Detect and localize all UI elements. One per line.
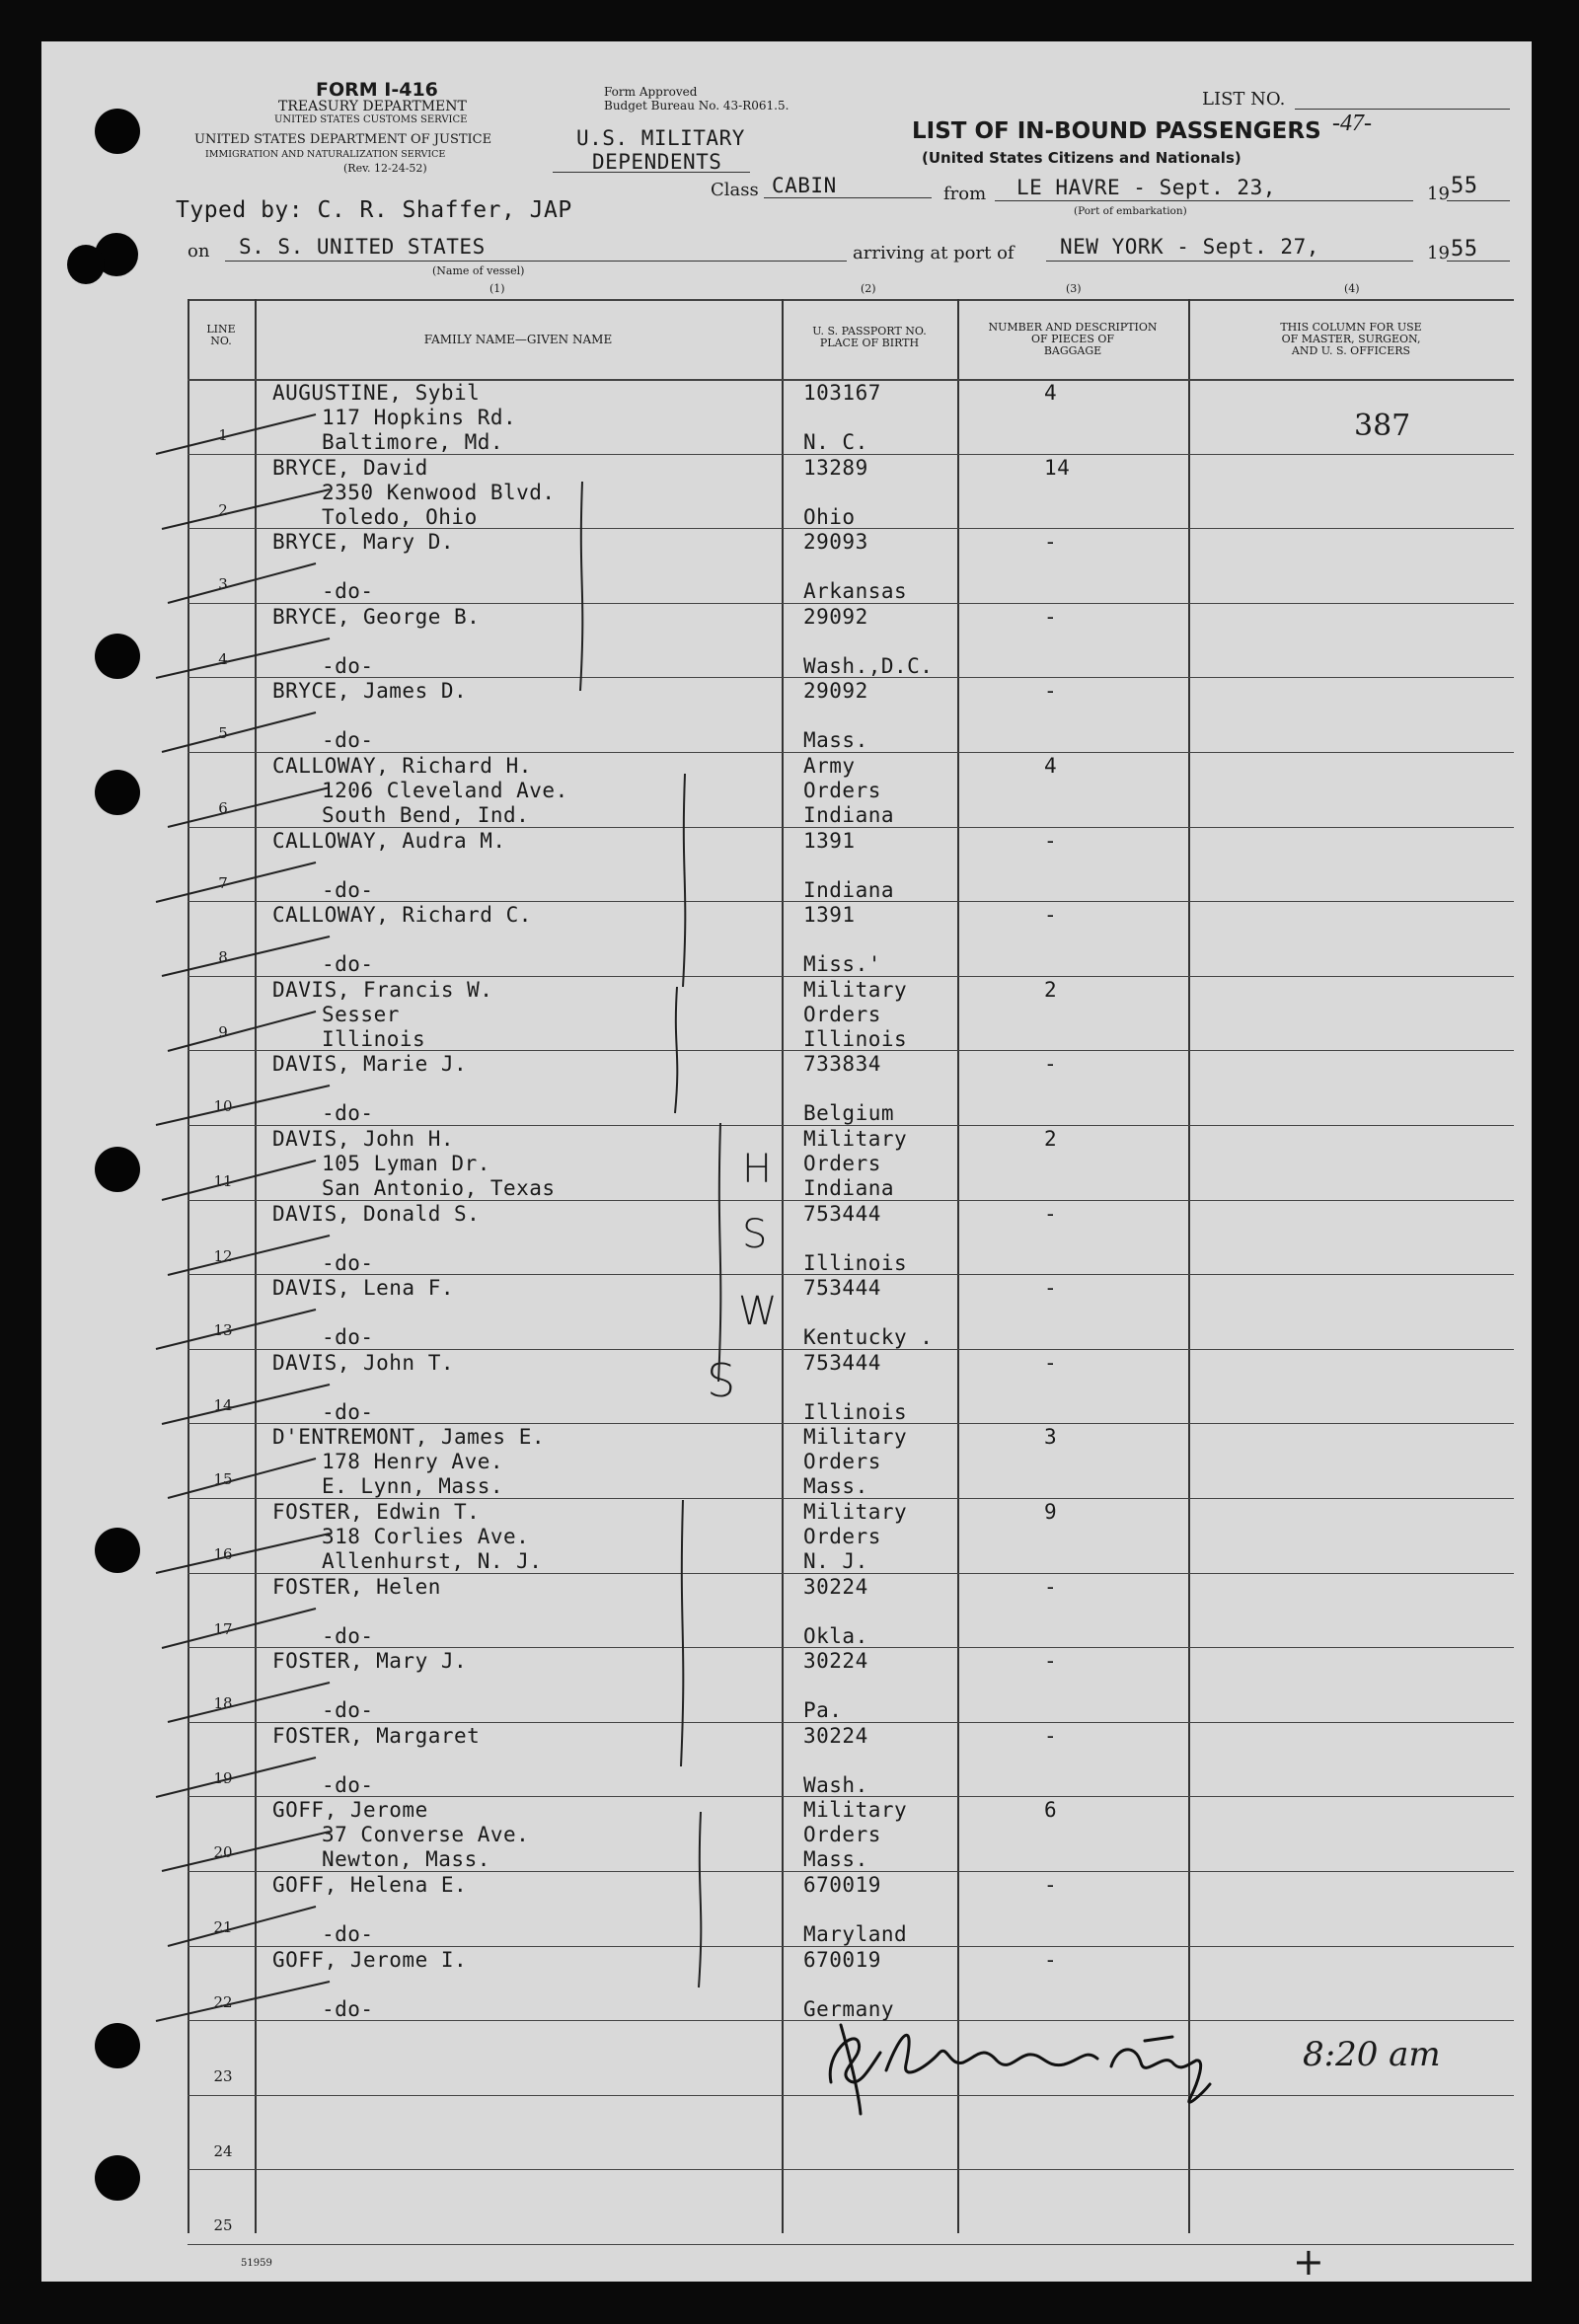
passport-number: 30224 bbox=[803, 1724, 868, 1748]
place-of-birth: Mass. bbox=[803, 728, 868, 752]
line-number: 3 bbox=[218, 575, 228, 593]
passenger-name: CALLOWAY, Richard C. bbox=[272, 903, 532, 927]
line-number: 25 bbox=[213, 2216, 233, 2234]
check-mark bbox=[162, 489, 330, 529]
passport-number: Army bbox=[803, 754, 856, 778]
family-bracket bbox=[675, 987, 677, 1113]
margin-mark-s: S bbox=[742, 1212, 768, 1257]
passenger-name: FOSTER, Edwin T. bbox=[272, 1500, 481, 1524]
passenger-address: 117 Hopkins Rd. bbox=[322, 406, 517, 429]
family-bracket bbox=[718, 1123, 720, 1382]
baggage-count: - bbox=[1044, 903, 1058, 927]
baggage-count: 4 bbox=[1044, 381, 1058, 405]
passport-number: Orders bbox=[803, 1525, 881, 1548]
footer-code: 51959 bbox=[241, 2258, 272, 2269]
place-of-birth: Maryland bbox=[803, 1922, 908, 1946]
check-mark bbox=[162, 1385, 330, 1424]
place-of-birth: Belgium bbox=[803, 1101, 895, 1125]
line-number: 12 bbox=[213, 1247, 233, 1265]
margin-mark-h: H bbox=[742, 1147, 773, 1192]
passenger-address: Toledo, Ohio bbox=[322, 505, 478, 529]
passport-number: 753444 bbox=[803, 1202, 881, 1226]
line-number: 2 bbox=[218, 501, 228, 519]
passenger-name: DAVIS, Marie J. bbox=[272, 1052, 468, 1076]
check-mark bbox=[162, 1609, 316, 1648]
line-number: 20 bbox=[213, 1843, 233, 1861]
passenger-address: -do- bbox=[322, 1773, 374, 1797]
col-header-baggage: NUMBER AND DESCRIPTION OF PIECES OF BAGGAGE bbox=[988, 321, 1158, 357]
passport-number: Orders bbox=[803, 1450, 881, 1473]
family-bracket bbox=[580, 482, 582, 691]
passenger-name: DAVIS, John H. bbox=[272, 1127, 455, 1151]
check-mark bbox=[162, 1832, 330, 1871]
baggage-count: 2 bbox=[1044, 1127, 1058, 1151]
passenger-name: FOSTER, Mary J. bbox=[272, 1649, 468, 1673]
line-number: 10 bbox=[213, 1097, 233, 1115]
passenger-name: BRYCE, Mary D. bbox=[272, 530, 455, 554]
check-mark bbox=[162, 937, 330, 976]
place-of-birth: Kentucky . bbox=[803, 1325, 934, 1349]
baggage-count: - bbox=[1044, 605, 1058, 629]
passenger-address: -do- bbox=[322, 728, 374, 752]
passport-number: Military bbox=[803, 1127, 908, 1151]
rev-label: (Rev. 12-24-52) bbox=[343, 162, 427, 175]
passenger-name: CALLOWAY, Richard H. bbox=[272, 754, 532, 778]
form-title: LIST OF IN-BOUND PASSENGERS bbox=[912, 118, 1321, 144]
line-number: 15 bbox=[213, 1470, 233, 1488]
baggage-count: 2 bbox=[1044, 978, 1058, 1002]
baggage-count: - bbox=[1044, 829, 1058, 853]
baggage-count: - bbox=[1044, 1948, 1058, 1972]
line-number: 16 bbox=[213, 1545, 233, 1563]
typed-by: Typed by: C. R. Shaffer, JAP bbox=[176, 197, 572, 223]
passenger-address: -do- bbox=[322, 1325, 374, 1349]
typed-dependents: DEPENDENTS bbox=[592, 150, 722, 174]
baggage-count: 14 bbox=[1044, 456, 1071, 480]
passenger-name: BRYCE, James D. bbox=[272, 679, 468, 703]
baggage-count: 4 bbox=[1044, 754, 1058, 778]
line-number: 19 bbox=[213, 1769, 233, 1787]
justice-label: UNITED STATES DEPARTMENT OF JUSTICE bbox=[194, 132, 492, 147]
baggage-count: - bbox=[1044, 1351, 1058, 1375]
baggage-count: - bbox=[1044, 1052, 1058, 1076]
passenger-address: 178 Henry Ave. bbox=[322, 1450, 504, 1473]
line-number: 9 bbox=[218, 1023, 228, 1041]
year-prefix: 19 bbox=[1427, 184, 1450, 204]
form-number: FORM I-416 bbox=[316, 79, 438, 101]
margin-mark-s-2: S bbox=[707, 1354, 736, 1407]
year-arrival: 55 bbox=[1451, 237, 1478, 262]
place-of-birth: Miss.' bbox=[803, 952, 881, 976]
typed-military: U.S. MILITARY bbox=[576, 126, 745, 150]
passport-number: Orders bbox=[803, 1003, 881, 1026]
check-mark bbox=[162, 1161, 316, 1200]
place-of-birth: Germany bbox=[803, 1997, 895, 2021]
line-number: 1 bbox=[218, 426, 228, 444]
arriving-value: NEW YORK - Sept. 27, bbox=[1060, 235, 1319, 259]
col-header-line-no: LINE NO. bbox=[206, 323, 236, 347]
line-number: 5 bbox=[218, 724, 228, 742]
passenger-name: FOSTER, Margaret bbox=[272, 1724, 481, 1748]
line-number: 8 bbox=[218, 948, 228, 966]
baggage-count: - bbox=[1044, 1202, 1058, 1226]
place-of-birth: N. J. bbox=[803, 1549, 868, 1573]
passenger-address: 318 Corlies Ave. bbox=[322, 1525, 530, 1548]
check-mark bbox=[156, 638, 330, 678]
ins-label: IMMIGRATION AND NATURALIZATION SERVICE bbox=[205, 149, 446, 160]
vessel-caption: (Name of vessel) bbox=[432, 264, 525, 277]
line-number: 11 bbox=[213, 1172, 233, 1190]
col-header-passport: U. S. PASSPORT NO. PLACE OF BIRTH bbox=[812, 325, 927, 349]
passenger-address: San Antonio, Texas bbox=[322, 1176, 556, 1200]
line-number: 18 bbox=[213, 1694, 233, 1712]
passenger-address: -do- bbox=[322, 952, 374, 976]
passenger-address: Illinois bbox=[322, 1027, 426, 1051]
check-mark bbox=[168, 1907, 316, 1946]
passenger-address: -do- bbox=[322, 1101, 374, 1125]
check-mark bbox=[168, 1683, 330, 1722]
passport-number: 29092 bbox=[803, 605, 868, 629]
col-number-2: (2) bbox=[861, 282, 876, 295]
baggage-count: - bbox=[1044, 1873, 1058, 1897]
place-of-birth: Indiana bbox=[803, 803, 895, 827]
baggage-count: - bbox=[1044, 1649, 1058, 1673]
check-mark bbox=[156, 1534, 330, 1573]
passport-number: 29093 bbox=[803, 530, 868, 554]
place-of-birth: Arkansas bbox=[803, 579, 908, 603]
check-mark bbox=[168, 1236, 330, 1275]
baggage-count: 6 bbox=[1044, 1798, 1058, 1822]
passport-number: Orders bbox=[803, 1823, 881, 1846]
passenger-name: D'ENTREMONT, James E. bbox=[272, 1425, 546, 1449]
year-prefix-2: 19 bbox=[1427, 243, 1450, 263]
passport-number: 30224 bbox=[803, 1649, 868, 1673]
place-of-birth: Pa. bbox=[803, 1698, 843, 1722]
place-of-birth: Wash. bbox=[803, 1773, 868, 1797]
check-mark bbox=[168, 563, 316, 603]
line-number: 24 bbox=[213, 2142, 233, 2160]
passport-number: 753444 bbox=[803, 1351, 881, 1375]
passenger-address: 1206 Cleveland Ave. bbox=[322, 779, 568, 802]
line-number: 21 bbox=[213, 1918, 233, 1936]
place-of-birth: Wash.,D.C. bbox=[803, 654, 934, 678]
class-value: CABIN bbox=[772, 174, 837, 197]
passport-number: Orders bbox=[803, 1152, 881, 1175]
passport-number: 13289 bbox=[803, 456, 868, 480]
passenger-address: -do- bbox=[322, 579, 374, 603]
budget-label: Budget Bureau No. 43-R061.5. bbox=[604, 99, 790, 112]
passenger-address: -do- bbox=[322, 1922, 374, 1946]
baggage-count: - bbox=[1044, 530, 1058, 554]
passenger-address: Sesser bbox=[322, 1003, 400, 1026]
check-mark bbox=[168, 787, 330, 827]
list-no-value: -47- bbox=[1332, 111, 1372, 136]
passport-number: 1391 bbox=[803, 829, 856, 853]
from-label: from bbox=[943, 184, 987, 204]
line-number: 17 bbox=[213, 1620, 233, 1638]
footer-plus-mark: + bbox=[1293, 2240, 1324, 2284]
place-of-birth: Illinois bbox=[803, 1027, 908, 1051]
vessel-value: S. S. UNITED STATES bbox=[239, 235, 486, 259]
passport-number: 733834 bbox=[803, 1052, 881, 1076]
passport-number: 29092 bbox=[803, 679, 868, 703]
place-of-birth: Ohio bbox=[803, 505, 856, 529]
passport-number: 1391 bbox=[803, 903, 856, 927]
col-number-4: (4) bbox=[1344, 282, 1360, 295]
passenger-address: -do- bbox=[322, 1624, 374, 1648]
passport-number: 753444 bbox=[803, 1276, 881, 1300]
passenger-name: GOFF, Jerome I. bbox=[272, 1948, 468, 1972]
form-approved-label: Form Approved bbox=[604, 85, 698, 99]
family-bracket bbox=[681, 1500, 683, 1766]
year-embark: 55 bbox=[1451, 174, 1478, 198]
line-number: 7 bbox=[218, 874, 228, 892]
from-value: LE HAVRE - Sept. 23, bbox=[1016, 176, 1276, 199]
passenger-address: -do- bbox=[322, 1997, 374, 2021]
passenger-address: -do- bbox=[322, 1698, 374, 1722]
col-number-3: (3) bbox=[1066, 282, 1082, 295]
check-mark bbox=[168, 1459, 316, 1498]
passport-number: Military bbox=[803, 1425, 908, 1449]
passenger-address: E. Lynn, Mass. bbox=[322, 1474, 504, 1498]
baggage-count: - bbox=[1044, 1724, 1058, 1748]
col-header-officers: THIS COLUMN FOR USE OF MASTER, SURGEON, AND U. S. OFFICERS bbox=[1280, 321, 1422, 357]
arriving-label: arriving at port of bbox=[853, 243, 1015, 263]
class-label: Class bbox=[711, 180, 759, 200]
passport-number: Military bbox=[803, 978, 908, 1002]
place-of-birth: Okla. bbox=[803, 1624, 868, 1648]
place-of-birth: N. C. bbox=[803, 430, 868, 454]
baggage-count: - bbox=[1044, 1575, 1058, 1599]
col-number-1: (1) bbox=[489, 282, 505, 295]
check-mark bbox=[156, 862, 316, 902]
port-embark-caption: (Port of embarkation) bbox=[1074, 205, 1187, 217]
passenger-name: BRYCE, David bbox=[272, 456, 428, 480]
passport-number: Orders bbox=[803, 779, 881, 802]
line-number: 14 bbox=[213, 1396, 233, 1414]
passenger-address: 105 Lyman Dr. bbox=[322, 1152, 490, 1175]
line-number: 6 bbox=[218, 799, 228, 817]
passenger-name: GOFF, Jerome bbox=[272, 1798, 428, 1822]
passenger-address: Allenhurst, N. J. bbox=[322, 1549, 543, 1573]
passport-number: Military bbox=[803, 1798, 908, 1822]
passenger-name: DAVIS, Lena F. bbox=[272, 1276, 455, 1300]
line-number: 22 bbox=[213, 1993, 233, 2011]
passenger-name: DAVIS, Donald S. bbox=[272, 1202, 481, 1226]
place-of-birth: Indiana bbox=[803, 1176, 895, 1200]
baggage-count: - bbox=[1044, 1276, 1058, 1300]
line-number: 23 bbox=[213, 2067, 233, 2085]
passport-number: Military bbox=[803, 1500, 908, 1524]
list-no-label: LIST NO. bbox=[1202, 89, 1286, 110]
line-number: 13 bbox=[213, 1321, 233, 1339]
place-of-birth: Mass. bbox=[803, 1474, 868, 1498]
passenger-name: CALLOWAY, Audra M. bbox=[272, 829, 506, 853]
family-bracket bbox=[699, 1812, 701, 1987]
check-mark bbox=[162, 712, 316, 752]
passport-number: 30224 bbox=[803, 1575, 868, 1599]
passenger-name: AUGUSTINE, Sybil bbox=[272, 381, 481, 405]
place-of-birth: Illinois bbox=[803, 1400, 908, 1424]
passenger-name: DAVIS, Francis W. bbox=[272, 978, 493, 1002]
passenger-address: -do- bbox=[322, 654, 374, 678]
line-number: 4 bbox=[218, 650, 228, 668]
check-mark bbox=[168, 1012, 316, 1051]
signature-time: 8:20 am bbox=[1303, 2035, 1441, 2074]
passenger-address: 37 Converse Ave. bbox=[322, 1823, 530, 1846]
baggage-count: 3 bbox=[1044, 1425, 1058, 1449]
family-bracket bbox=[683, 774, 685, 987]
passenger-address: -do- bbox=[322, 1251, 374, 1275]
passenger-name: GOFF, Helena E. bbox=[272, 1873, 468, 1897]
passenger-address: Baltimore, Md. bbox=[322, 430, 504, 454]
check-mark bbox=[156, 1310, 316, 1349]
place-of-birth: Mass. bbox=[803, 1847, 868, 1871]
on-label: on bbox=[188, 241, 210, 262]
passport-number: 670019 bbox=[803, 1948, 881, 1972]
customs-label: UNITED STATES CUSTOMS SERVICE bbox=[274, 114, 468, 125]
check-mark bbox=[156, 1758, 316, 1797]
check-mark bbox=[156, 1086, 330, 1125]
passport-number: 103167 bbox=[803, 381, 881, 405]
passenger-name: BRYCE, George B. bbox=[272, 605, 481, 629]
passenger-address: -do- bbox=[322, 1400, 374, 1424]
passenger-address: Newton, Mass. bbox=[322, 1847, 490, 1871]
place-of-birth: Illinois bbox=[803, 1251, 908, 1275]
check-mark bbox=[156, 414, 316, 454]
baggage-count: 9 bbox=[1044, 1500, 1058, 1524]
check-mark bbox=[156, 1982, 330, 2021]
passenger-name: DAVIS, John T. bbox=[272, 1351, 455, 1375]
baggage-count: - bbox=[1044, 679, 1058, 703]
officer-note: 387 bbox=[1354, 409, 1411, 443]
treasury-label: TREASURY DEPARTMENT bbox=[278, 99, 467, 114]
margin-mark-w: W bbox=[738, 1289, 778, 1334]
form-subtitle: (United States Citizens and Nationals) bbox=[922, 149, 1241, 167]
passenger-name: FOSTER, Helen bbox=[272, 1575, 441, 1599]
passenger-address: -do- bbox=[322, 878, 374, 902]
passport-number: 670019 bbox=[803, 1873, 881, 1897]
col-header-family-name: FAMILY NAME—GIVEN NAME bbox=[423, 333, 613, 346]
passenger-address: South Bend, Ind. bbox=[322, 803, 530, 827]
place-of-birth: Indiana bbox=[803, 878, 895, 902]
passenger-address: 2350 Kenwood Blvd. bbox=[322, 481, 556, 504]
